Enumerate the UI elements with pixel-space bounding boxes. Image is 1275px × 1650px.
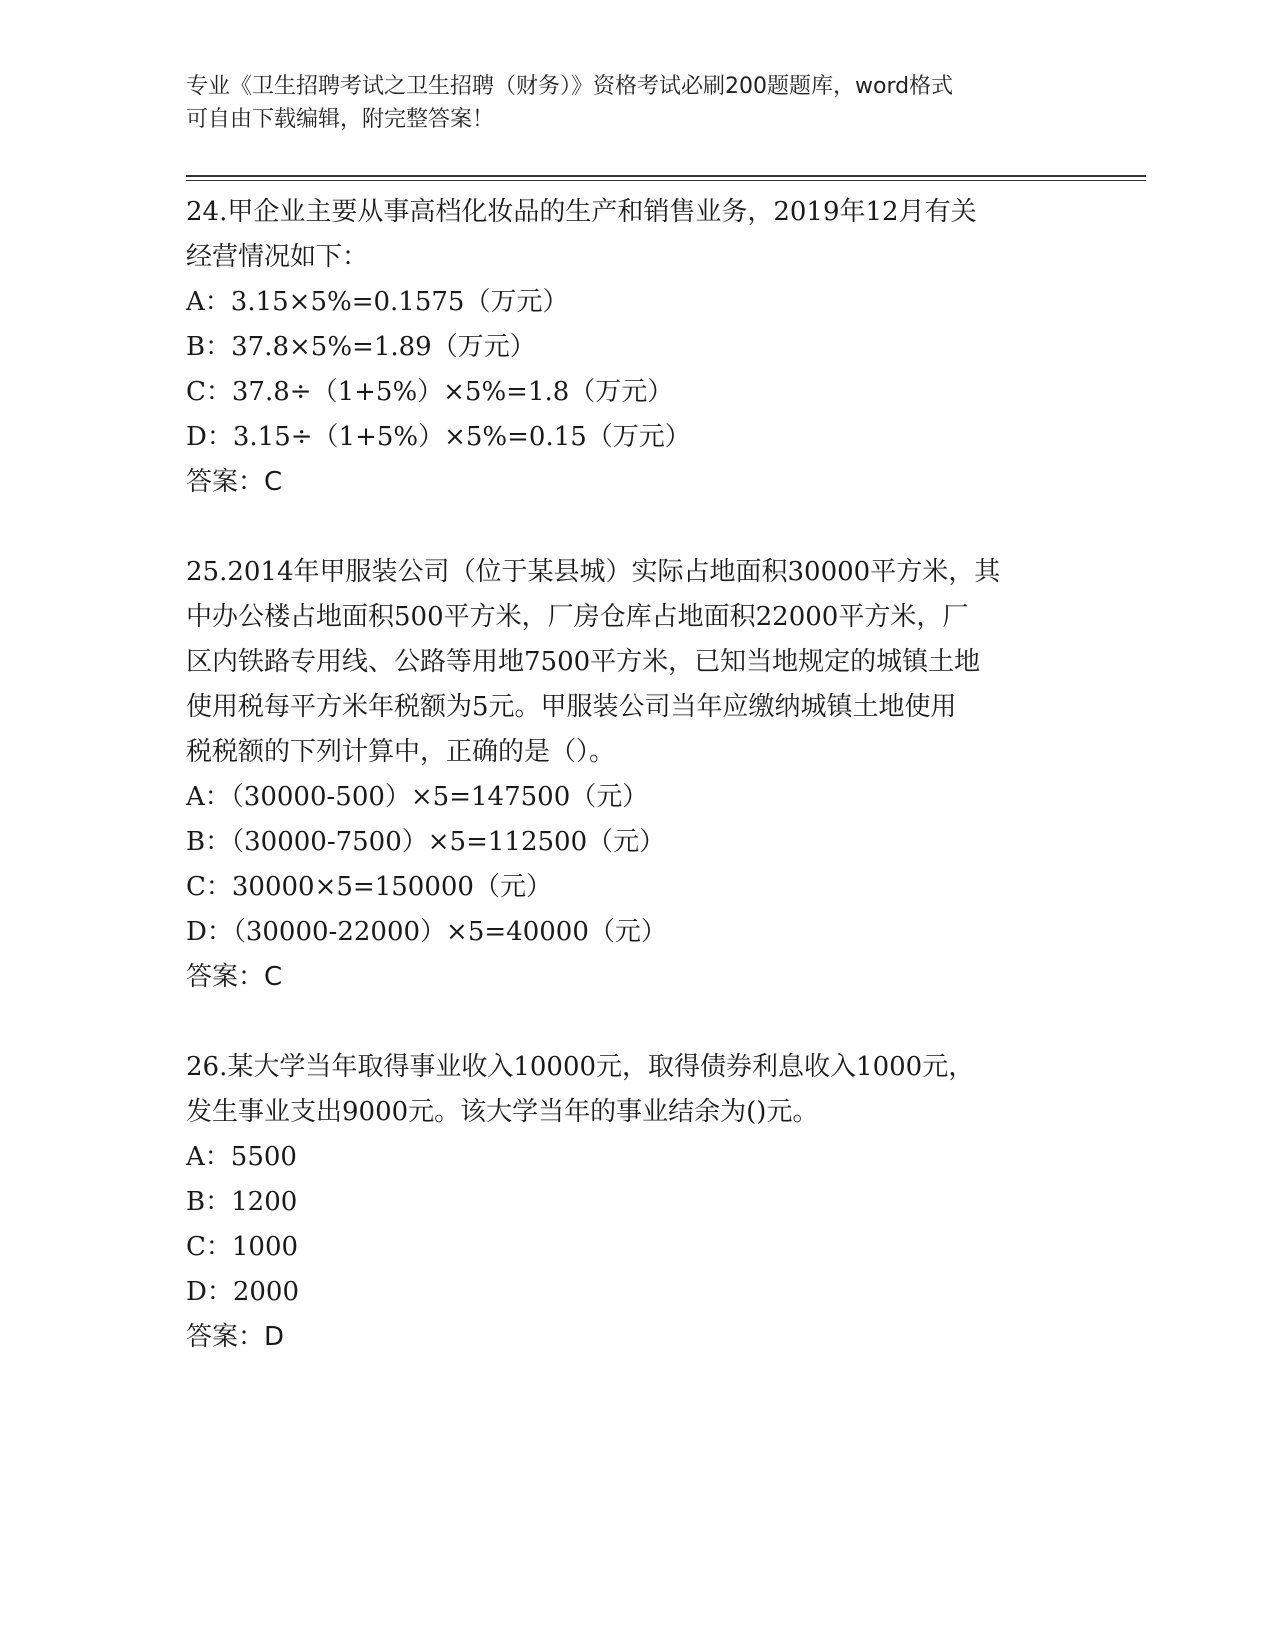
header-title-line-1: 专业《卫生招聘考试之卫生招聘（财务）》资格考试必刷200题题库，word格式	[186, 74, 954, 99]
question-25	[186, 550, 1086, 1000]
option-c: C：30000×5=150000（元）	[186, 872, 552, 902]
stem-line: 25.2014年甲服装公司（位于某县城）实际占地面积30000平方米，其	[186, 557, 1001, 587]
option-a: A：（30000-500）×5=147500（元）	[186, 782, 649, 812]
option-d: D：3.15÷（1+5%）×5%=0.15（万元）	[186, 422, 691, 452]
question-26	[186, 1045, 1086, 1360]
stem-line: 中办公楼占地面积500平方米，厂房仓库占地面积22000平方米，厂	[186, 602, 969, 632]
question-stem	[186, 190, 1086, 280]
answer-line: 答案：C	[186, 962, 283, 992]
header-divider	[186, 175, 1146, 177]
stem-line: 24.甲企业主要从事高档化妆品的生产和销售业务，2019年12月有关	[186, 197, 977, 227]
header-divider-thin	[186, 180, 1146, 181]
option-d: D：（30000-22000）×5=40000（元）	[186, 917, 667, 947]
option-b: B：1200	[186, 1187, 298, 1217]
question-stem	[186, 1045, 1086, 1135]
option-c: C：37.8÷（1+5%）×5%=1.8（万元）	[186, 377, 674, 407]
stem-line: 税税额的下列计算中，正确的是（）。	[186, 737, 616, 767]
stem-line: 使用税每平方米年税额为5元。甲服装公司当年应缴纳城镇土地使用	[186, 692, 957, 722]
question-list	[186, 190, 1086, 1405]
option-c: C：1000	[186, 1232, 299, 1262]
answer-line: 答案：C	[186, 467, 283, 497]
answer-line: 答案：D	[186, 1322, 285, 1352]
option-d: D：2000	[186, 1277, 300, 1307]
question-stem	[186, 550, 1086, 775]
stem-line: 经营情况如下：	[186, 242, 369, 272]
option-b: B：37.8×5%=1.89（万元）	[186, 332, 536, 362]
header-title-line-2: 可自由下载编辑，附完整答案！	[186, 107, 495, 132]
stem-line: 发生事业支出9000元。该大学当年的事业结余为()元。	[186, 1097, 819, 1127]
option-b: B：（30000-7500）×5=112500（元）	[186, 827, 666, 857]
document-header	[186, 70, 1086, 136]
question-24	[186, 190, 1086, 505]
option-a: A：5500	[186, 1142, 297, 1172]
option-a: A：3.15×5%=0.1575（万元）	[186, 287, 569, 317]
stem-line: 26.某大学当年取得事业收入10000元，取得债券利息收入1000元，	[186, 1052, 975, 1082]
stem-line: 区内铁路专用线、公路等用地7500平方米，已知当地规定的城镇土地	[186, 647, 981, 677]
